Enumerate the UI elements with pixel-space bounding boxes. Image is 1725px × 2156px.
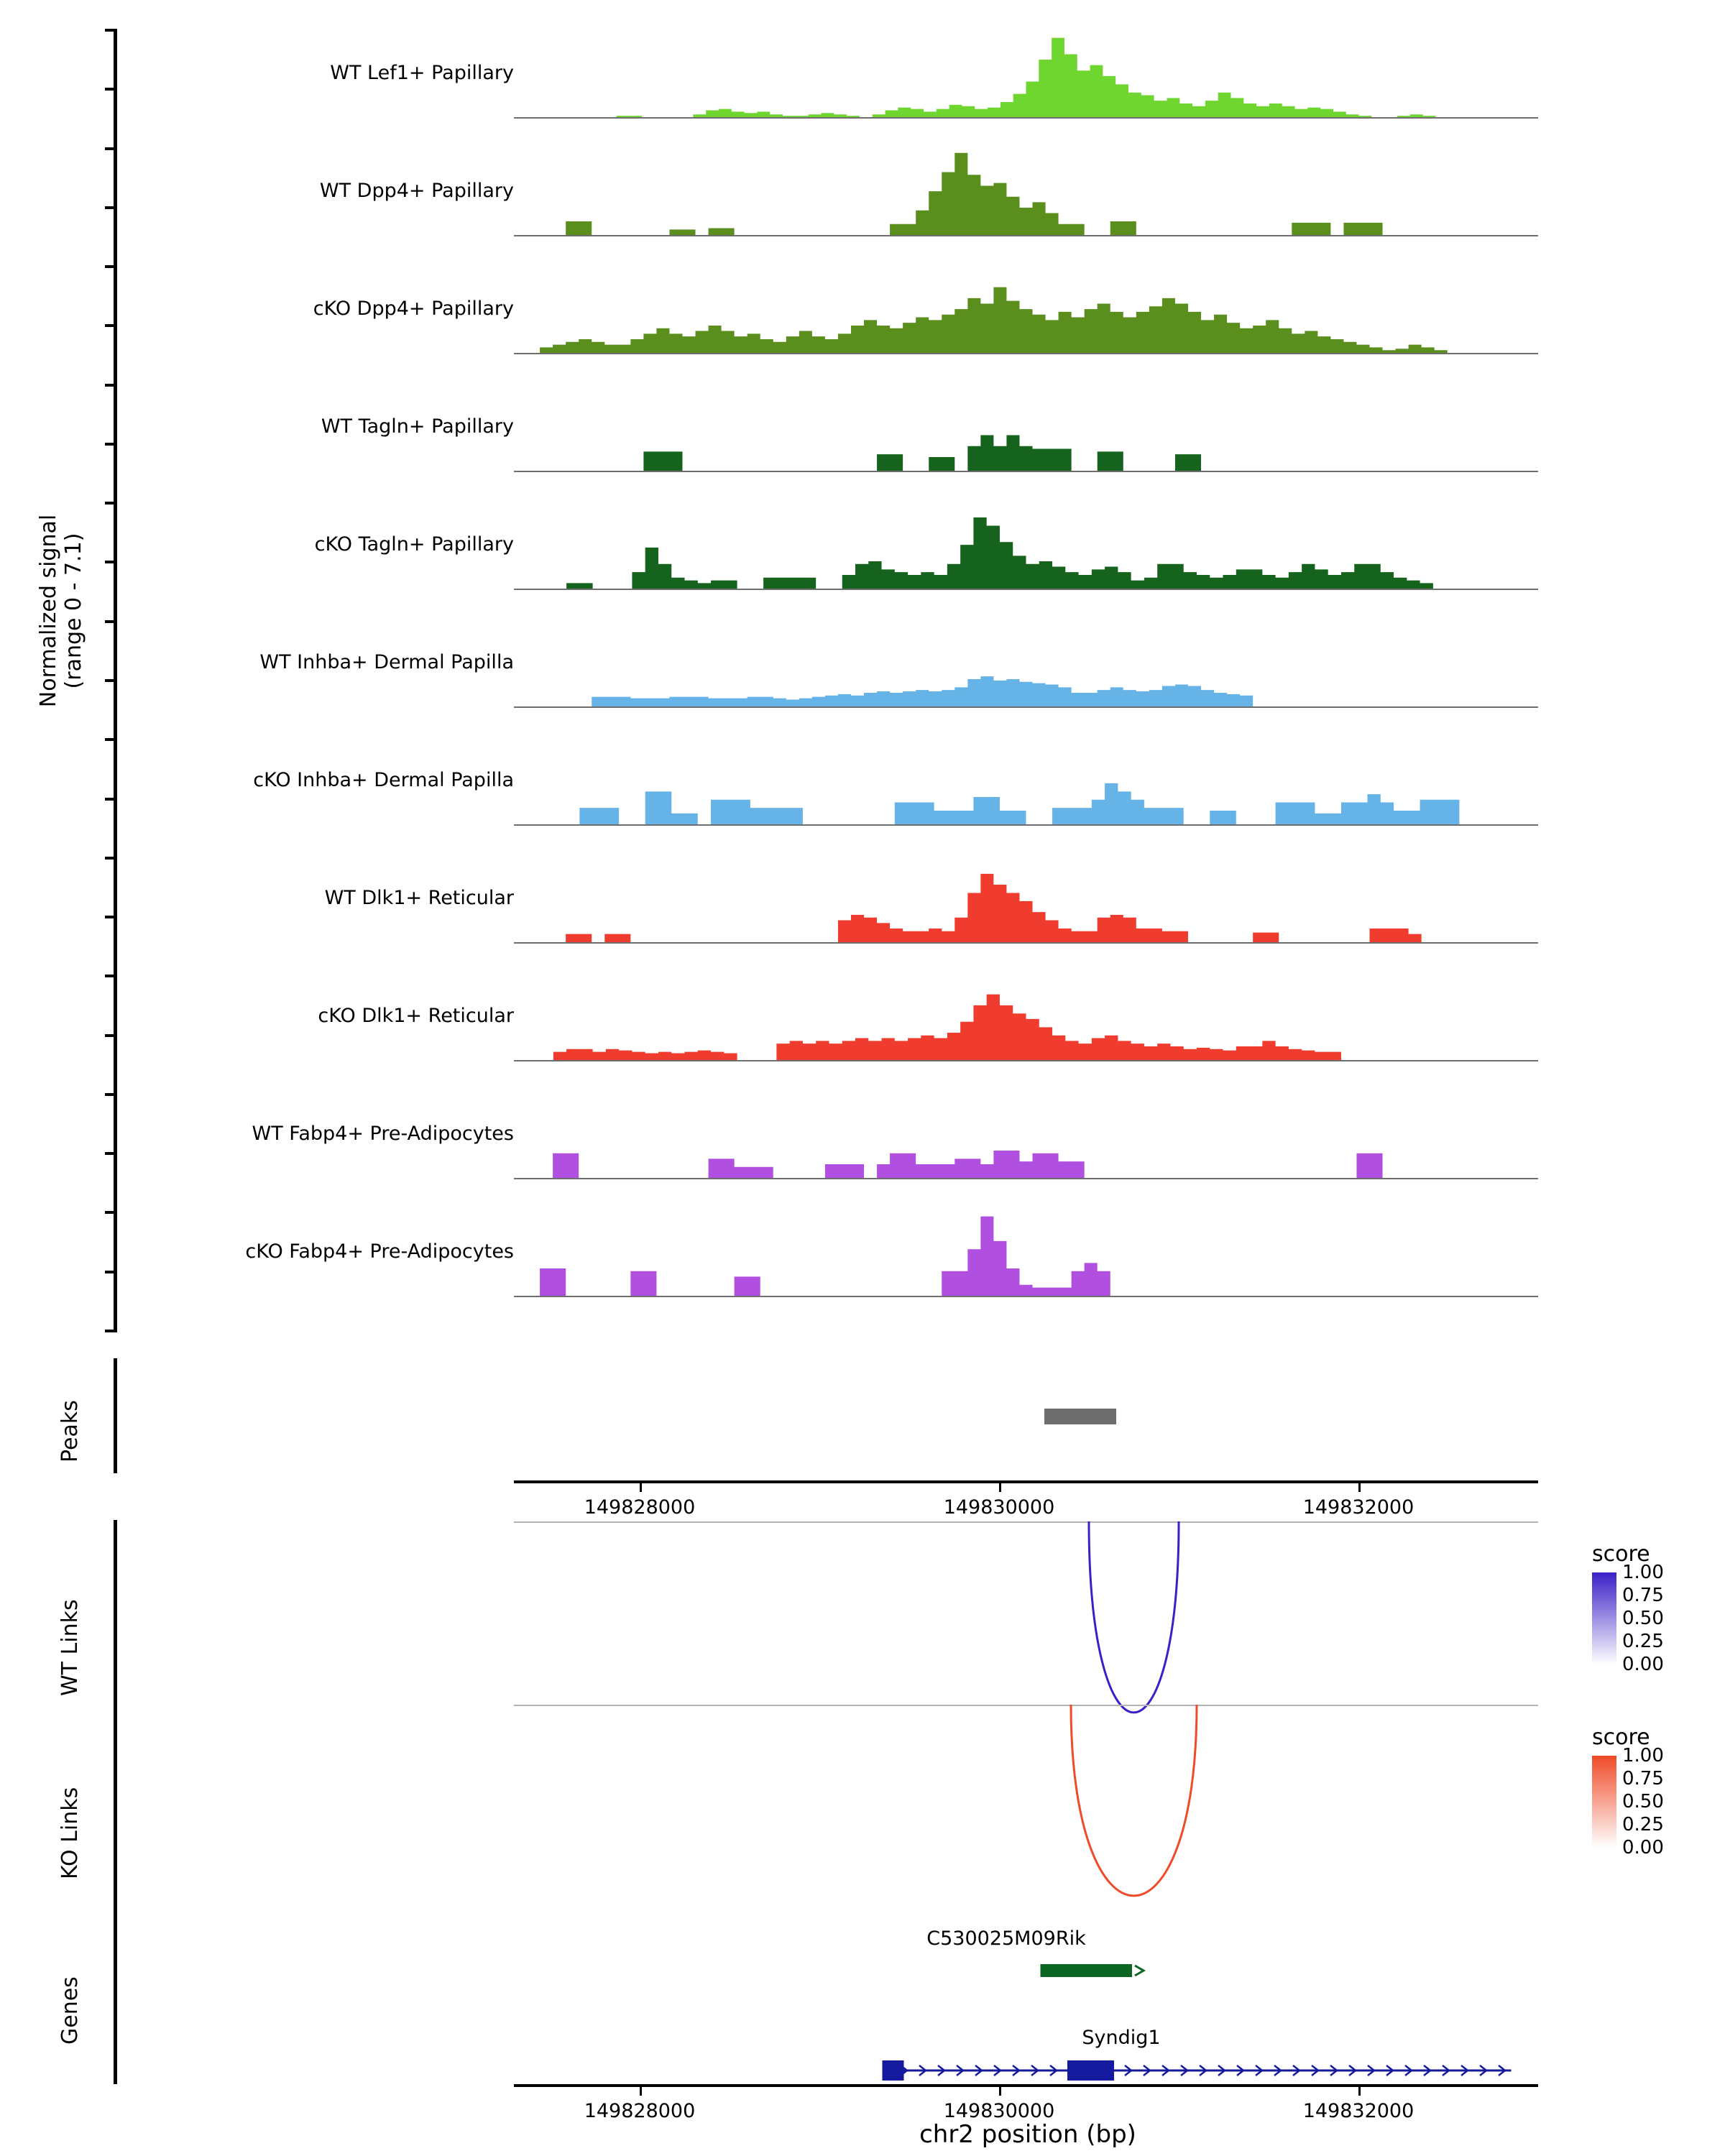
peaks-panel xyxy=(0,1351,1725,1519)
gene-exon xyxy=(883,2060,904,2081)
track-baseline xyxy=(514,1060,1538,1061)
x-tick-label: 149830000 xyxy=(943,1496,1055,1519)
wt-score-legend xyxy=(1592,1542,1694,1675)
wt-legend-ticks xyxy=(1622,1562,1694,1675)
track-label: cKO Inhba+ Dermal Papilla xyxy=(253,769,514,791)
track-label: WT Lef1+ Papillary xyxy=(330,62,514,84)
legend-tick-label: 0.75 xyxy=(1622,1768,1664,1789)
gene-model-2 xyxy=(514,2054,1538,2087)
legend-tick-label: 1.00 xyxy=(1622,1745,1664,1766)
x-tick-label: 149832000 xyxy=(1302,1496,1414,1519)
coverage-track xyxy=(0,857,1725,975)
genes-axis xyxy=(114,1890,117,2084)
ko-score-legend xyxy=(1592,1725,1694,1858)
peaks-x-axis-line xyxy=(514,1480,1538,1483)
legend-tick-label: 0.00 xyxy=(1622,1654,1664,1675)
coverage-track xyxy=(0,268,1725,386)
track-baseline xyxy=(514,1296,1538,1297)
track-signal xyxy=(514,1093,1538,1178)
gene-model-1 xyxy=(514,1958,1538,1987)
x-tick-label: 149828000 xyxy=(584,1496,696,1519)
ko-legend-ticks xyxy=(1622,1745,1694,1858)
track-baseline xyxy=(514,589,1538,590)
ko-links-label: KO Links xyxy=(58,1787,83,1879)
track-baseline xyxy=(514,471,1538,472)
x-tick xyxy=(999,1483,1001,1492)
peak-bar xyxy=(1044,1409,1116,1424)
track-signal xyxy=(514,386,1538,471)
track-baseline xyxy=(514,117,1538,119)
track-label: cKO Fabp4+ Pre-Adipocytes xyxy=(245,1240,514,1263)
ko-links-arcs xyxy=(514,1703,1538,1904)
track-signal xyxy=(514,150,1538,235)
gene-exon xyxy=(1041,1964,1133,1977)
genes-label: Genes xyxy=(58,1976,83,2045)
track-signal xyxy=(514,1211,1538,1296)
legend-tick-label: 0.50 xyxy=(1622,1608,1664,1629)
track-label: WT Inhba+ Dermal Papilla xyxy=(259,651,514,673)
y-axis-label-line1: Normalized signal xyxy=(36,514,61,708)
track-label: cKO Tagln+ Papillary xyxy=(314,533,514,556)
ko-links-panel xyxy=(0,1696,1725,1904)
track-label: cKO Dpp4+ Papillary xyxy=(313,298,514,320)
track-label: WT Dpp4+ Papillary xyxy=(319,180,514,202)
genes-panel xyxy=(0,1883,1725,2156)
track-signal xyxy=(514,857,1538,942)
legend-tick-label: 0.25 xyxy=(1622,1631,1664,1652)
gene-exon xyxy=(1067,2060,1114,2081)
track-signal xyxy=(514,32,1538,117)
y-tick xyxy=(105,1330,117,1332)
coverage-track xyxy=(0,32,1725,150)
track-baseline xyxy=(514,824,1538,826)
gene-label-2: Syndig1 xyxy=(1082,2027,1161,2049)
coverage-track xyxy=(0,504,1725,622)
ko-legend-title: score xyxy=(1592,1725,1650,1750)
track-signal xyxy=(514,268,1538,353)
wt-links-axis xyxy=(114,1520,117,1714)
track-signal xyxy=(514,622,1538,706)
ko-legend-gradient xyxy=(1592,1756,1616,1848)
x-axis-title: chr2 position (bp) xyxy=(919,2120,1136,2149)
legend-tick-label: 0.50 xyxy=(1622,1791,1664,1812)
gene-label-1: C530025M09Rik xyxy=(926,1927,1086,1950)
genes-x-axis-line xyxy=(514,2084,1538,2087)
gene-strand-arrow xyxy=(1135,1966,1144,1976)
track-baseline xyxy=(514,1178,1538,1179)
legend-tick-label: 0.25 xyxy=(1622,1814,1664,1835)
coverage-track xyxy=(0,1211,1725,1329)
track-label: cKO Dlk1+ Reticular xyxy=(318,1005,514,1027)
track-label: WT Fabp4+ Pre-Adipocytes xyxy=(252,1123,514,1145)
legend-tick-label: 0.75 xyxy=(1622,1585,1664,1606)
x-tick xyxy=(640,2087,642,2096)
x-tick xyxy=(999,2087,1001,2096)
track-label: WT Tagln+ Papillary xyxy=(321,415,514,438)
wt-links-label: WT Links xyxy=(58,1599,83,1696)
wt-legend-title: score xyxy=(1592,1542,1650,1567)
coverage-track xyxy=(0,386,1725,504)
track-signal xyxy=(514,740,1538,824)
link-arc xyxy=(1071,1705,1197,1896)
wt-legend-gradient xyxy=(1592,1572,1616,1664)
legend-tick-label: 0.00 xyxy=(1622,1837,1664,1858)
y-axis-label-line2: (range 0 - 7.1) xyxy=(61,533,86,689)
peaks-label: Peaks xyxy=(58,1400,83,1462)
track-baseline xyxy=(514,942,1538,944)
x-tick-label: 149830000 xyxy=(943,2100,1055,2122)
y-tick xyxy=(105,29,117,32)
x-tick-label: 149828000 xyxy=(584,2100,696,2122)
track-signal xyxy=(514,975,1538,1060)
x-tick-label: 149832000 xyxy=(1302,2100,1414,2122)
coverage-track xyxy=(0,622,1725,740)
legend-tick-label: 1.00 xyxy=(1622,1562,1664,1583)
x-tick xyxy=(1358,2087,1361,2096)
x-tick xyxy=(1358,1483,1361,1492)
peaks-axis xyxy=(114,1358,117,1473)
track-baseline xyxy=(514,706,1538,708)
track-label: WT Dlk1+ Reticular xyxy=(324,887,514,909)
wt-links-arcs xyxy=(514,1520,1538,1721)
link-arc xyxy=(1089,1521,1179,1713)
coverage-track xyxy=(0,1093,1725,1211)
ko-links-axis xyxy=(114,1703,117,1897)
track-baseline xyxy=(514,235,1538,236)
track-signal xyxy=(514,504,1538,589)
coverage-track xyxy=(0,150,1725,268)
coverage-track xyxy=(0,740,1725,857)
track-baseline xyxy=(514,353,1538,354)
wt-links-panel xyxy=(0,1513,1725,1721)
x-tick xyxy=(640,1483,642,1492)
coverage-track xyxy=(0,975,1725,1093)
